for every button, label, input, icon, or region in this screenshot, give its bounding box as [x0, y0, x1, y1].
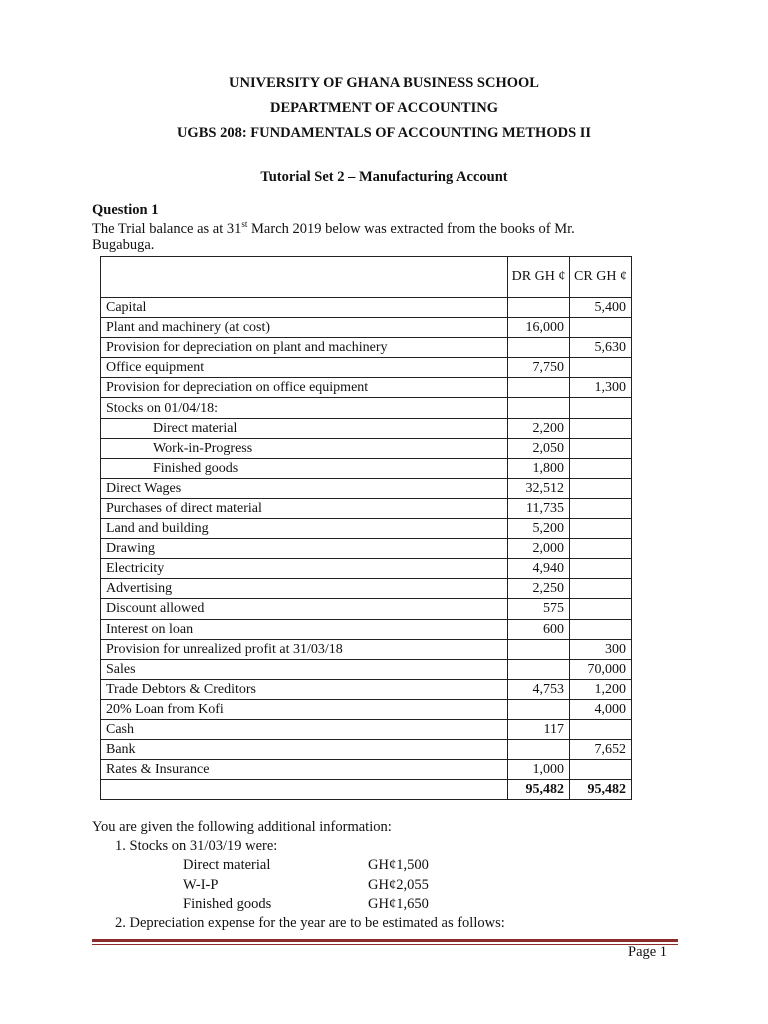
- table-row: [101, 338, 632, 358]
- table-row: [101, 559, 632, 579]
- account-label: Advertising: [101, 579, 508, 599]
- stock-value-2: GH¢1,650: [368, 896, 429, 912]
- cr-value: [570, 358, 632, 378]
- stock-value-0: GH¢1,500: [368, 857, 429, 873]
- account-label: Provision for unrealized profit at 31/03/18: [101, 639, 508, 659]
- dr-value: 5,200: [508, 519, 570, 539]
- cr-value: [570, 719, 632, 739]
- question-intro-line2: Bugabuga.: [92, 237, 155, 253]
- cr-value: [570, 559, 632, 579]
- stock-label-0: Direct material: [183, 857, 271, 873]
- stock-label-1: W-I-P: [183, 877, 219, 893]
- dr-value: 7,750: [508, 358, 570, 378]
- cr-value: [570, 398, 632, 418]
- trial-balance-table: [100, 256, 632, 800]
- table-row: [101, 619, 632, 639]
- account-label: Stocks on 01/04/18:: [101, 398, 508, 418]
- account-label: Cash: [101, 719, 508, 739]
- table-row: [101, 740, 632, 760]
- dr-value: [508, 659, 570, 679]
- header-department: DEPARTMENT OF ACCOUNTING: [269, 100, 498, 116]
- dr-value: 16,000: [508, 318, 570, 338]
- table-row: [101, 398, 632, 418]
- cr-value: [570, 519, 632, 539]
- table-row: [101, 438, 632, 458]
- account-label: Rates & Insurance: [101, 760, 508, 780]
- account-label: Office equipment: [101, 358, 508, 378]
- dr-value: 2,250: [508, 579, 570, 599]
- table-header-row: [101, 257, 632, 298]
- total-cr: 95,482: [570, 780, 632, 800]
- cr-value: 5,630: [570, 338, 632, 358]
- table-row: [101, 539, 632, 559]
- table-row: [101, 679, 632, 699]
- cr-value: [570, 619, 632, 639]
- table-row: [101, 498, 632, 518]
- table-row: [101, 719, 632, 739]
- dr-value: 600: [508, 619, 570, 639]
- table-row: [101, 519, 632, 539]
- dr-header: DR GH ¢: [508, 257, 570, 298]
- tutorial-title: Tutorial Set 2 – Manufacturing Account: [260, 169, 508, 185]
- account-label: Work-in-Progress: [101, 438, 508, 458]
- table-row: [101, 458, 632, 478]
- table-row: [101, 298, 632, 318]
- cr-value: 4,000: [570, 699, 632, 719]
- cr-value: [570, 318, 632, 338]
- dr-value: [508, 338, 570, 358]
- dr-value: [508, 699, 570, 719]
- account-label: Finished goods: [101, 458, 508, 478]
- account-label: Provision for depreciation on office equipment: [101, 378, 508, 398]
- page-number: Page 1: [628, 944, 668, 960]
- cr-value: 1,200: [570, 679, 632, 699]
- account-label: Electricity: [101, 559, 508, 579]
- question-intro: [92, 219, 575, 238]
- cr-value: 7,652: [570, 740, 632, 760]
- total-dr: 95,482: [508, 780, 570, 800]
- table-row: [101, 378, 632, 398]
- additional-item-1: 1. Stocks on 31/03/19 were:: [115, 838, 278, 854]
- dr-value: 1,000: [508, 760, 570, 780]
- stock-value-1: GH¢2,055: [368, 877, 429, 893]
- dr-value: 2,050: [508, 438, 570, 458]
- account-label: Drawing: [101, 539, 508, 559]
- table-body: [101, 298, 632, 780]
- account-label: Discount allowed: [101, 599, 508, 619]
- table-row: [101, 358, 632, 378]
- account-label: Land and building: [101, 519, 508, 539]
- totals-row: [101, 780, 632, 800]
- cr-header: CR GH ¢: [570, 257, 632, 298]
- table-row: [101, 599, 632, 619]
- dr-value: 117: [508, 719, 570, 739]
- cr-value: 300: [570, 639, 632, 659]
- cr-value: [570, 438, 632, 458]
- header-account-cell: [101, 257, 508, 298]
- cr-value: [570, 498, 632, 518]
- table-row: [101, 579, 632, 599]
- cr-value: [570, 760, 632, 780]
- header-university: UNIVERSITY OF GHANA BUSINESS SCHOOL: [229, 75, 539, 91]
- footer-rule-thick: [92, 939, 678, 942]
- dr-value: 2,200: [508, 418, 570, 438]
- dr-value: [508, 298, 570, 318]
- question-title: Question 1: [92, 202, 159, 218]
- cr-value: [570, 599, 632, 619]
- account-label: Bank: [101, 740, 508, 760]
- cr-value: 1,300: [570, 378, 632, 398]
- cr-value: 70,000: [570, 659, 632, 679]
- account-label: Direct material: [101, 418, 508, 438]
- table-row: [101, 639, 632, 659]
- stock-label-2: Finished goods: [183, 896, 272, 912]
- totals-label-cell: [101, 780, 508, 800]
- cr-value: [570, 458, 632, 478]
- dr-value: 32,512: [508, 478, 570, 498]
- dr-value: [508, 378, 570, 398]
- cr-value: [570, 539, 632, 559]
- cr-value: [570, 579, 632, 599]
- account-label: Direct Wages: [101, 478, 508, 498]
- dr-value: 1,800: [508, 458, 570, 478]
- cr-value: 5,400: [570, 298, 632, 318]
- account-label: Capital: [101, 298, 508, 318]
- dr-value: 2,000: [508, 539, 570, 559]
- header-course: UGBS 208: FUNDAMENTALS OF ACCOUNTING METHODS II: [176, 125, 592, 141]
- dr-value: 4,753: [508, 679, 570, 699]
- dr-value: [508, 398, 570, 418]
- dr-value: [508, 639, 570, 659]
- account-label: Trade Debtors & Creditors: [101, 679, 508, 699]
- intro-text-b: March 2019 below was extracted from the books of Mr.: [247, 220, 575, 237]
- footer-rule-thin: [92, 944, 678, 945]
- cr-value: [570, 418, 632, 438]
- table-row: [101, 318, 632, 338]
- account-label: Plant and machinery (at cost): [101, 318, 508, 338]
- additional-item-2: 2. Depreciation expense for the year are to be estimated as follows:: [115, 915, 505, 931]
- dr-value: [508, 740, 570, 760]
- additional-intro: You are given the following additional information:: [92, 819, 392, 835]
- table-row: [101, 760, 632, 780]
- intro-text-a: The Trial balance as at 31: [92, 220, 242, 237]
- dr-value: 11,735: [508, 498, 570, 518]
- table-row: [101, 478, 632, 498]
- account-label: Purchases of direct material: [101, 498, 508, 518]
- intro-sup: st: [241, 219, 248, 229]
- account-label: 20% Loan from Kofi: [101, 699, 508, 719]
- cr-value: [570, 478, 632, 498]
- table-row: [101, 699, 632, 719]
- table-row: [101, 659, 632, 679]
- dr-value: 575: [508, 599, 570, 619]
- account-label: Provision for depreciation on plant and machinery: [101, 338, 508, 358]
- dr-value: 4,940: [508, 559, 570, 579]
- table-row: [101, 418, 632, 438]
- account-label: Interest on loan: [101, 619, 508, 639]
- account-label: Sales: [101, 659, 508, 679]
